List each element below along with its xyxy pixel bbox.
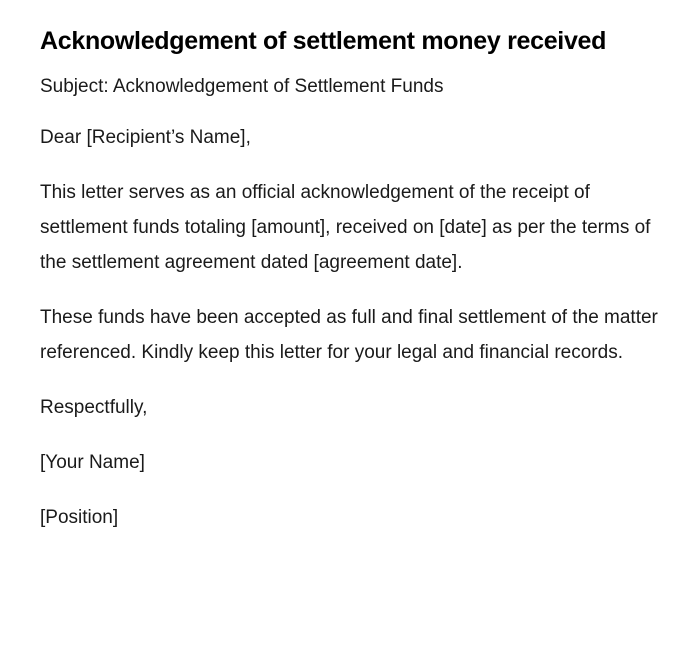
document-title: Acknowledgement of settlement money received bbox=[40, 27, 607, 55]
signature-name: [Your Name] bbox=[40, 452, 145, 473]
letter-greeting: Dear [Recipient’s Name], bbox=[40, 127, 251, 148]
signature-position: [Position] bbox=[40, 507, 119, 528]
letter-document bbox=[40, 24, 660, 535]
letter-closing: Respectfully, bbox=[40, 397, 148, 418]
letter-paragraph-2: These funds have been accepted as full and final settlement of the matter referenced. Kindly keep this letter for your legal and financial records. bbox=[40, 307, 658, 363]
letter-subject: Subject: Acknowledgement of Settlement Funds bbox=[40, 76, 444, 97]
letter-paragraph-1: This letter serves as an official acknowledgement of the receipt of settlement funds totaling [amount], received on [date] as per the terms of the settlement agreement dated [agreement date]. bbox=[40, 182, 651, 273]
